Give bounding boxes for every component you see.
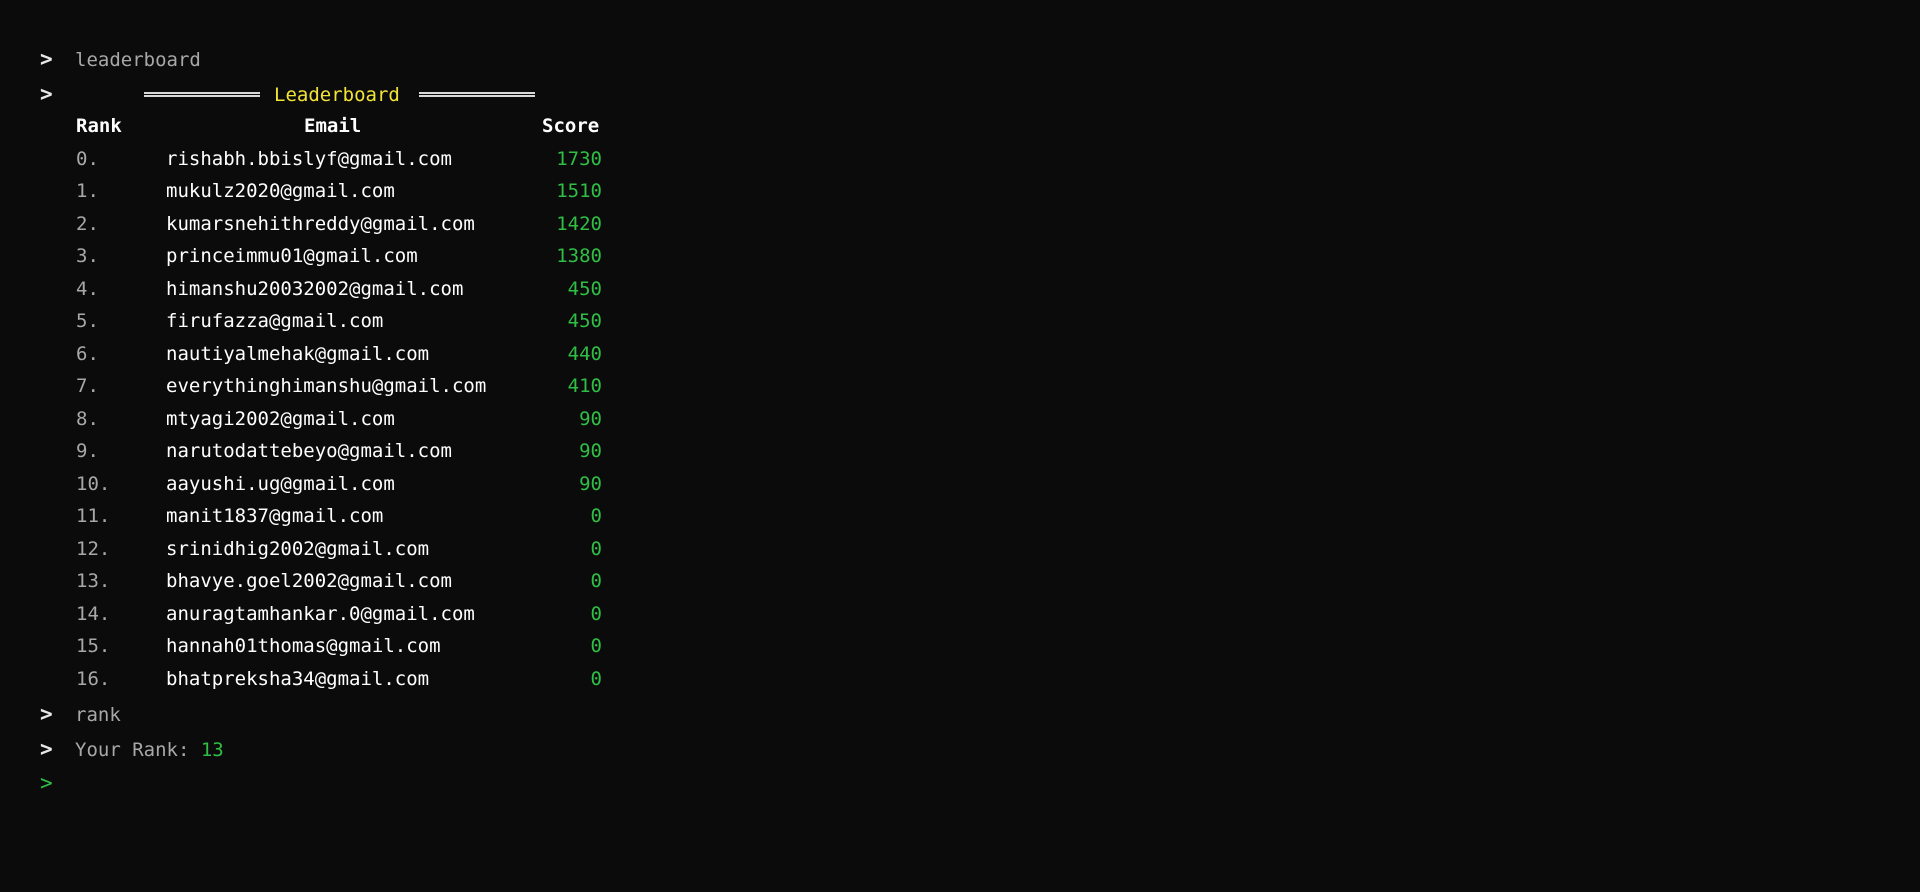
row-rank: 12. [76,538,111,560]
row-email: bhatpreksha34@gmail.com [166,668,430,690]
rank-output-label: Your Rank: [75,739,201,761]
table-row [0,147,620,179]
row-rank: 4. [76,278,99,300]
prompt-symbol: > [40,737,53,761]
row-score: 450 [567,278,602,300]
table-row [0,407,620,439]
table-row [0,472,620,504]
table-row [0,634,620,666]
row-score: 90 [579,408,602,430]
row-email: mtyagi2002@gmail.com [166,408,395,430]
row-score: 0 [590,603,602,625]
row-rank: 6. [76,343,99,365]
table-row [0,179,620,211]
row-email: srinidhig2002@gmail.com [166,538,430,560]
row-email: princeimmu01@gmail.com [166,245,418,267]
table-row [0,439,620,471]
rank-output [75,738,224,762]
row-score: 0 [590,635,602,657]
table-row [0,309,620,341]
table-row [0,602,620,634]
row-score: 450 [567,310,602,332]
row-score: 440 [567,343,602,365]
row-email: kumarsnehithreddy@gmail.com [166,213,475,235]
table-row [0,667,620,699]
row-rank: 7. [76,375,99,397]
table-row [0,244,620,276]
row-rank: 9. [76,440,99,462]
row-email: nautiyalmehak@gmail.com [166,343,430,365]
row-rank: 0. [76,148,99,170]
row-score: 0 [590,668,602,690]
active-prompt[interactable]: > [40,771,53,795]
column-header-score: Score [542,115,600,137]
row-score: 0 [590,505,602,527]
row-score: 0 [590,570,602,592]
row-rank: 15. [76,635,111,657]
row-score: 1380 [556,245,602,267]
table-row [0,504,620,536]
row-email: aayushi.ug@gmail.com [166,473,395,495]
table-row [0,537,620,569]
row-rank: 10. [76,473,111,495]
row-rank: 13. [76,570,111,592]
row-score: 0 [590,538,602,560]
row-rank: 8. [76,408,99,430]
row-email: bhavye.goel2002@gmail.com [166,570,452,592]
table-row [0,277,620,309]
row-email: hannah01thomas@gmail.com [166,635,441,657]
row-score: 90 [579,440,602,462]
row-rank: 11. [76,505,111,527]
row-score: 1730 [556,148,602,170]
prompt-symbol: > [40,47,53,71]
leaderboard-title: Leaderboard [274,84,400,106]
row-rank: 2. [76,213,99,235]
title-rule-right [419,92,535,97]
prompt-symbol: > [40,702,53,726]
row-email: firufazza@gmail.com [166,310,384,332]
row-email: mukulz2020@gmail.com [166,180,395,202]
row-rank: 5. [76,310,99,332]
column-header-rank: Rank [76,115,122,137]
table-row [0,374,620,406]
row-rank: 16. [76,668,111,690]
row-email: himanshu20032002@gmail.com [166,278,464,300]
row-score: 1510 [556,180,602,202]
command-leaderboard: leaderboard [75,49,201,71]
row-email: manit1837@gmail.com [166,505,384,527]
title-rule-left [144,92,260,97]
row-rank: 14. [76,603,111,625]
row-email: everythinghimanshu@gmail.com [166,375,487,397]
row-email: narutodattebeyo@gmail.com [166,440,452,462]
row-rank: 3. [76,245,99,267]
row-score: 410 [567,375,602,397]
table-row [0,569,620,601]
row-rank: 1. [76,180,99,202]
row-score: 1420 [556,213,602,235]
prompt-symbol: > [40,82,53,106]
column-header-email: Email [304,115,362,137]
rank-output-value: 13 [200,739,224,761]
table-row [0,212,620,244]
command-rank: rank [75,704,121,726]
row-email: anuragtamhankar.0@gmail.com [166,603,475,625]
table-row [0,342,620,374]
row-score: 90 [579,473,602,495]
row-email: rishabh.bbislyf@gmail.com [166,148,452,170]
